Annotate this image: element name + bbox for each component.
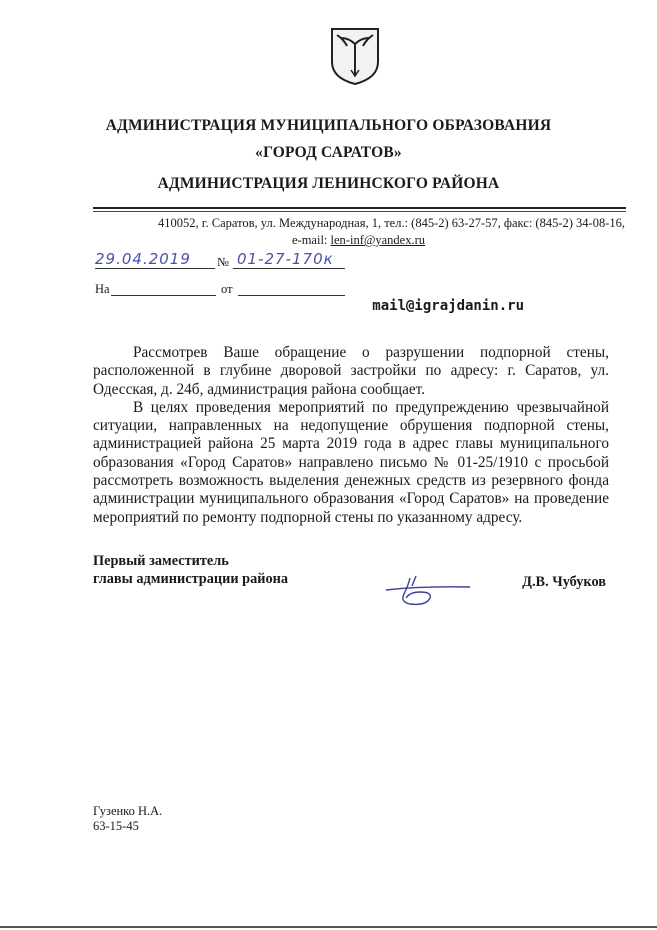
contact-address: 410052, г. Саратов, ул. Международная, 1, тел.: (845-2) 63-27-57, факс: (845-2) 34-08-16, bbox=[158, 216, 625, 230]
signatory-name: Д.В. Чубуков bbox=[522, 574, 606, 590]
reply-from-line bbox=[238, 295, 345, 296]
reply-from-label: от bbox=[221, 282, 233, 296]
executor-phone: 63-15-45 bbox=[93, 819, 139, 833]
header-title-line3: АДМИНИСТРАЦИЯ ЛЕНИНСКОГО РАЙОНА bbox=[157, 175, 500, 192]
letter-body bbox=[93, 344, 609, 527]
executor-block bbox=[93, 804, 162, 834]
signatory-title-line1: Первый заместитель bbox=[93, 553, 229, 569]
header-title-line2: «ГОРОД САРАТОВ» bbox=[255, 144, 402, 161]
registration-number: 01-27-170к bbox=[237, 250, 334, 268]
header-divider-thick bbox=[93, 207, 626, 209]
saratov-coat-of-arms-icon bbox=[329, 26, 381, 86]
reply-to-label: На bbox=[95, 282, 110, 296]
signatory-title-line2: главы администрации района bbox=[93, 571, 289, 587]
scan-edge-line bbox=[0, 926, 657, 928]
body-paragraph-2: В целях проведения мероприятий по предупреждению чрезвычайной ситуации, направленных на недопущение обрушения подпорной стены, администрацией района 25 марта 2019 года в адрес главы муниципального образования «Город Саратов» направлено письмо № 01-25/1910 с просьбой рассмотреть возможность выделения денежных средств из резервного фонда администрации муниципального образования «Город Саратов» на проведение мероприятий по ремонту подпорной стены по указанному адресу. bbox=[93, 398, 609, 526]
body-paragraph-1: Рассмотрев Ваше обращение о разрушении подпорной стены, расположенной в глубине дворовой застройки по адресу: г. Саратов, ул. Одесская, д. 24б, администрация района сообщает. bbox=[93, 344, 609, 398]
executor-name: Гузенко Н.А. bbox=[93, 804, 163, 818]
registration-date-line bbox=[95, 268, 215, 269]
reply-to-line bbox=[111, 295, 216, 296]
registration-number-label: № bbox=[217, 255, 229, 269]
header-divider-thin bbox=[93, 211, 626, 212]
recipient-address: mail@igrajdanin.ru bbox=[372, 298, 524, 314]
registration-date: 29.04.2019 bbox=[95, 250, 191, 268]
registration-number-line bbox=[233, 268, 345, 269]
email-prefix: e-mail: bbox=[292, 233, 331, 247]
header-title-line1: АДМИНИСТРАЦИЯ МУНИЦИПАЛЬНОГО ОБРАЗОВАНИЯ bbox=[105, 117, 552, 134]
email-link[interactable]: len-inf@yandex.ru bbox=[330, 233, 425, 247]
signatory-title bbox=[93, 552, 288, 588]
contact-email-line bbox=[95, 233, 425, 248]
